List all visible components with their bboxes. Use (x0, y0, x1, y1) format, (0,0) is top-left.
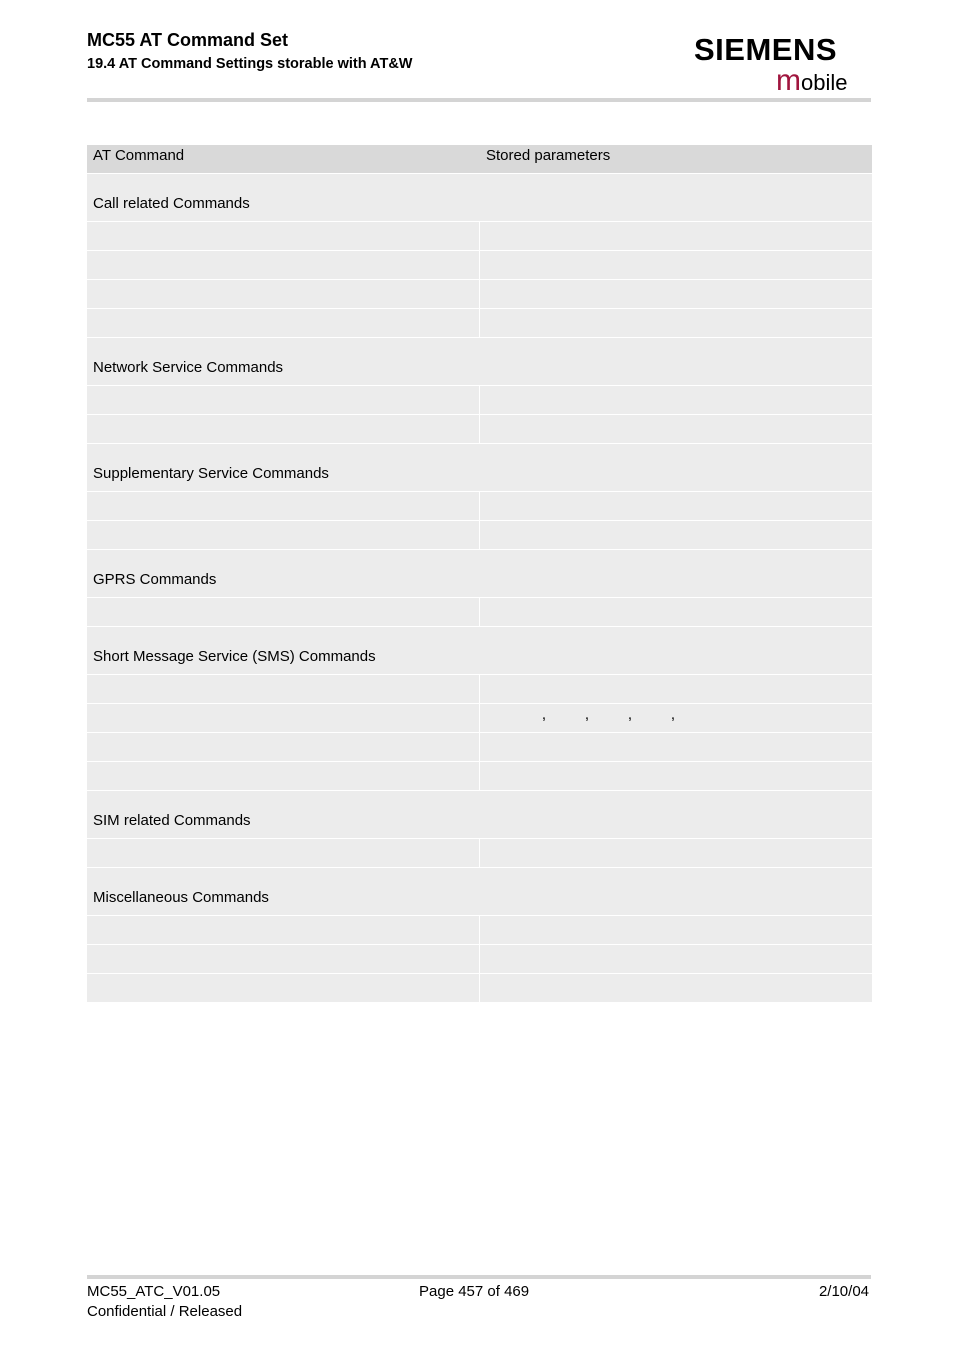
section-row (87, 444, 872, 491)
footer-date: 2/10/04 (818, 1283, 869, 1300)
table-cell (87, 704, 479, 732)
table-cell (87, 251, 479, 279)
table-row (87, 521, 872, 549)
section-row (87, 338, 872, 385)
settings-table (87, 145, 872, 1003)
table-row (87, 492, 872, 520)
table-cell (87, 945, 479, 973)
table-cell (87, 521, 479, 549)
mobile-logo (776, 64, 847, 98)
footer-document-id: MC55_ATC_V01.05 (87, 1283, 221, 1300)
table-row (87, 415, 872, 443)
table-cell (87, 675, 479, 703)
table-cell (87, 280, 479, 308)
siemens-logo: SIEMENS (694, 32, 838, 67)
table-row (87, 598, 872, 626)
table-row (87, 839, 872, 867)
table-row (87, 762, 872, 790)
table-cell (87, 492, 479, 520)
table-cell (87, 974, 479, 1002)
table-cell (480, 492, 872, 520)
separator: , (541, 706, 546, 723)
header-divider (87, 98, 871, 102)
table-cell (87, 762, 479, 790)
section-row (87, 174, 872, 221)
table-cell (480, 521, 872, 549)
table-cell (480, 916, 872, 944)
section-supplementary-service: Supplementary Service Commands (87, 444, 872, 491)
separator: , (627, 706, 632, 723)
section-call-related: Call related Commands (87, 174, 872, 221)
table-row (87, 974, 872, 1002)
table-cell (480, 598, 872, 626)
table-row (87, 309, 872, 337)
table-cell (480, 675, 872, 703)
table-cell (87, 839, 479, 867)
footer-divider (87, 1275, 871, 1279)
sms-parameters-cell (480, 704, 872, 732)
table-row (87, 704, 872, 732)
table-row (87, 386, 872, 414)
table-cell (480, 415, 872, 443)
table-cell (87, 309, 479, 337)
footer-page-number: Page 457 of 469 (419, 1283, 530, 1300)
table-cell (87, 222, 479, 250)
table-row (87, 251, 872, 279)
table-cell (87, 386, 479, 414)
separator: , (670, 706, 675, 723)
table-cell (87, 598, 479, 626)
table-header-row (87, 145, 872, 173)
table-cell (480, 733, 872, 761)
table-row (87, 733, 872, 761)
table-cell (480, 280, 872, 308)
section-row (87, 868, 872, 915)
logo-obile-text: obile (801, 70, 848, 95)
table-cell (480, 762, 872, 790)
table-cell (480, 974, 872, 1002)
table-row (87, 675, 872, 703)
section-row (87, 627, 872, 674)
table-cell (480, 222, 872, 250)
logo-m-letter: m (776, 64, 801, 97)
column-header-stored-parameters: Stored parameters (480, 145, 872, 173)
parameter-separators (486, 706, 675, 723)
document-title: MC55 AT Command Set (87, 30, 289, 50)
section-subtitle: 19.4 AT Command Settings storable with AT&W (87, 56, 413, 72)
table-row (87, 222, 872, 250)
section-miscellaneous: Miscellaneous Commands (87, 868, 872, 915)
table-cell (480, 945, 872, 973)
table-cell (480, 309, 872, 337)
table-cell (480, 386, 872, 414)
section-sim-related: SIM related Commands (87, 791, 872, 838)
section-row (87, 550, 872, 597)
section-sms: Short Message Service (SMS) Commands (87, 627, 872, 674)
table-cell (480, 251, 872, 279)
separator: , (584, 706, 589, 723)
table-cell (480, 839, 872, 867)
section-network-service: Network Service Commands (87, 338, 872, 385)
section-gprs: GPRS Commands (87, 550, 872, 597)
section-row (87, 791, 872, 838)
table-cell (87, 733, 479, 761)
table-cell (87, 916, 479, 944)
footer-status: Confidential / Released (87, 1303, 243, 1320)
column-header-at-command: AT Command (87, 145, 479, 173)
table-row (87, 945, 872, 973)
table-row (87, 280, 872, 308)
table-row (87, 916, 872, 944)
table-cell (87, 415, 479, 443)
